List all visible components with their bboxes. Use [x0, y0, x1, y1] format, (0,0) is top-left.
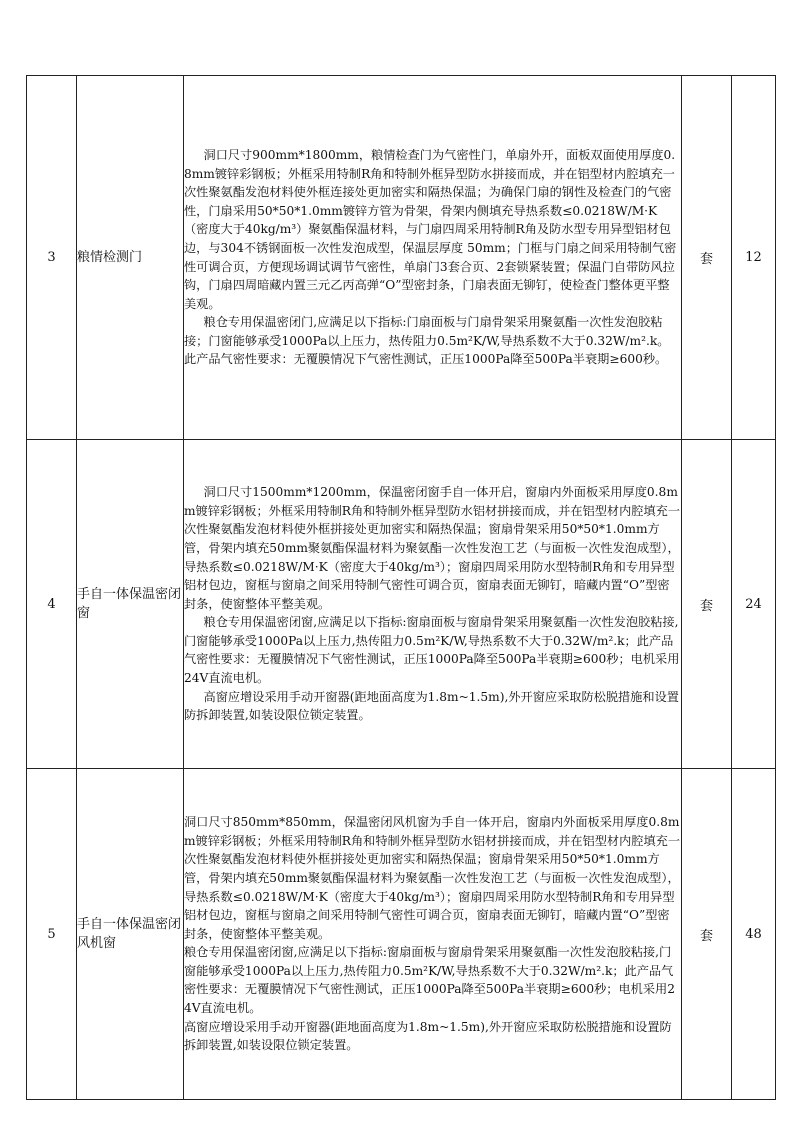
item-name: 粮情检测门 [77, 76, 184, 440]
item-description [184, 769, 682, 1100]
item-description [184, 440, 682, 769]
table-row [27, 76, 776, 440]
item-unit: 套 [682, 440, 732, 769]
item-quantity: 48 [732, 769, 776, 1100]
table-row [27, 440, 776, 769]
description-paragraph: 洞口尺寸850mm*850mm，保温密闭风机窗为手自一体开启，窗扇内外面板采用厚度0.8mm镀锌彩钢板；外框采用特制R角和特制外框异型防水铝材拼接而成，并在铝型材内腔填充一次性聚氨酯发泡材料使外框拼接处更加密实和隔热保温；窗扇骨架采用50*50*1.0mm方管，骨架内填充50mm聚氨酯保温材料为聚氨酯一次性发泡工艺（与面板一次性发泡成型），导热系数≤0.0218W/M·K（密度大于40kg/m³）；窗扇四周采用防水型特制R角和专用异型铝材包边，窗框与窗扇之间采用特制气密性可调合页，窗扇表面无铆钉，暗藏内置“O”型密封条，使窗整体平整美观。 [184, 815, 681, 941]
table-row [27, 769, 776, 1100]
description-paragraph: 粮仓专用保温密闭窗,应满足以下指标:窗扇面板与窗扇骨架采用聚氨酯一次性发泡胶粘接,门窗能够承受1000Pa以上压力,热传阻力0.5m²K/W,导热系数不大于0.32W/m².k；此产品气密性要求：无覆膜情况下气密性测试，正压1000Pa降至500Pa半衰期≥600秒；电机采用24V直流电机。 [184, 615, 680, 686]
item-number: 5 [27, 769, 77, 1100]
item-number: 4 [27, 440, 77, 769]
description-paragraph: 粮仓专用保温密闭门,应满足以下指标:门扇面板与门扇骨架采用聚氨酯一次性发泡胶粘接；门窗能够承受1000Pa以上压力，热传阻力0.5m²K/W,导热系数不大于0.32W/m².k。此产品气密性要求：无覆膜情况下气密性测试，正压1000Pa降至500Pa半衰期≥600秒。 [184, 315, 670, 367]
description-paragraph: 高窗应增设采用手动开窗器(距地面高度为1.8m~1.5m),外开窗应采取防松脱措施和设置防拆卸装置,如装设限位锁定装置。 [184, 689, 679, 723]
description-paragraph: 高窗应增设采用手动开窗器(距地面高度为1.8m~1.5m),外开窗应采取防松脱措施和设置防拆卸装置,如装设限位锁定装置。 [184, 1019, 672, 1053]
item-unit: 套 [682, 76, 732, 440]
description-paragraph: 粮仓专用保温密闭窗,应满足以下指标:窗扇面板与窗扇骨架采用聚氨酯一次性发泡胶粘接,门窗能够承受1000Pa以上压力,热传阻力0.5m²K/W,导热系数不大于0.32W/m².k；此产品气密性要求：无覆膜情况下气密性测试，正压1000Pa降至500Pa半衰期≥600秒；电机采用24V直流电机。 [184, 945, 675, 1016]
item-quantity: 24 [732, 440, 776, 769]
description-paragraph: 洞口尺寸1500mm*1200mm，保温密闭窗手自一体开启，窗扇内外面板采用厚度0.8mm镀锌彩钢板；外框采用特制R角和特制外框异型防水铝材拼接而成，并在铝型材内腔填充一次性聚氨酯发泡材料使外框拼接处更加密实和隔热保温；窗扇骨架采用50*50*1.0mm方管，骨架内填充50mm聚氨酯保温材料为聚氨酯一次性发泡工艺（与面板一次性发泡成型），导热系数≤0.0218W/M·K（密度大于40kg/m³）；窗扇四周采用防水型特制R角和专用异型铝材包边，窗框与窗扇之间采用特制气密性可调合页，窗扇表面无铆钉，暗藏内置“O”型密封条，使窗整体平整美观。 [184, 485, 681, 611]
spec-table [26, 75, 776, 1100]
item-name: 手自一体保温密闭风机窗 [77, 769, 184, 1100]
item-name: 手自一体保温密闭窗 [77, 440, 184, 769]
item-unit: 套 [682, 769, 732, 1100]
description-paragraph: 洞口尺寸900mm*1800mm，粮情检查门为气密性门，单扇外开，面板双面使用厚度0.8mm镀锌彩钢板；外框采用特制R角和特制外框异型防水拼接而成，并在铝型材内腔填充一次性聚氨酯发泡材料使外框连接处更加密实和隔热保温；为确保门扇的钢性及检查门的气密性，门扇采用50*50*1.0mm镀锌方管为骨架，骨架内侧填充导热系数≤0.0218W/M·K（密度大于40kg/m³）聚氨酯保温材料，与门扇四周采用特制R角及防水型专用异型铝材包边，与304不锈钢面板一次性发泡成型，保温层厚度 50mm；门框与门扇之间采用特制气密性可调合页，方便现场调试调节气密性，单扇门3套合页、2套锁紧装置；保温门自带防风拉钩，门扇四周暗藏内置三元乙丙高弹“O”型密封条，门扇表面无铆钉，使检查门整体更平整美观。 [184, 147, 677, 311]
item-description [184, 76, 682, 440]
item-quantity: 12 [732, 76, 776, 440]
item-number: 3 [27, 76, 77, 440]
